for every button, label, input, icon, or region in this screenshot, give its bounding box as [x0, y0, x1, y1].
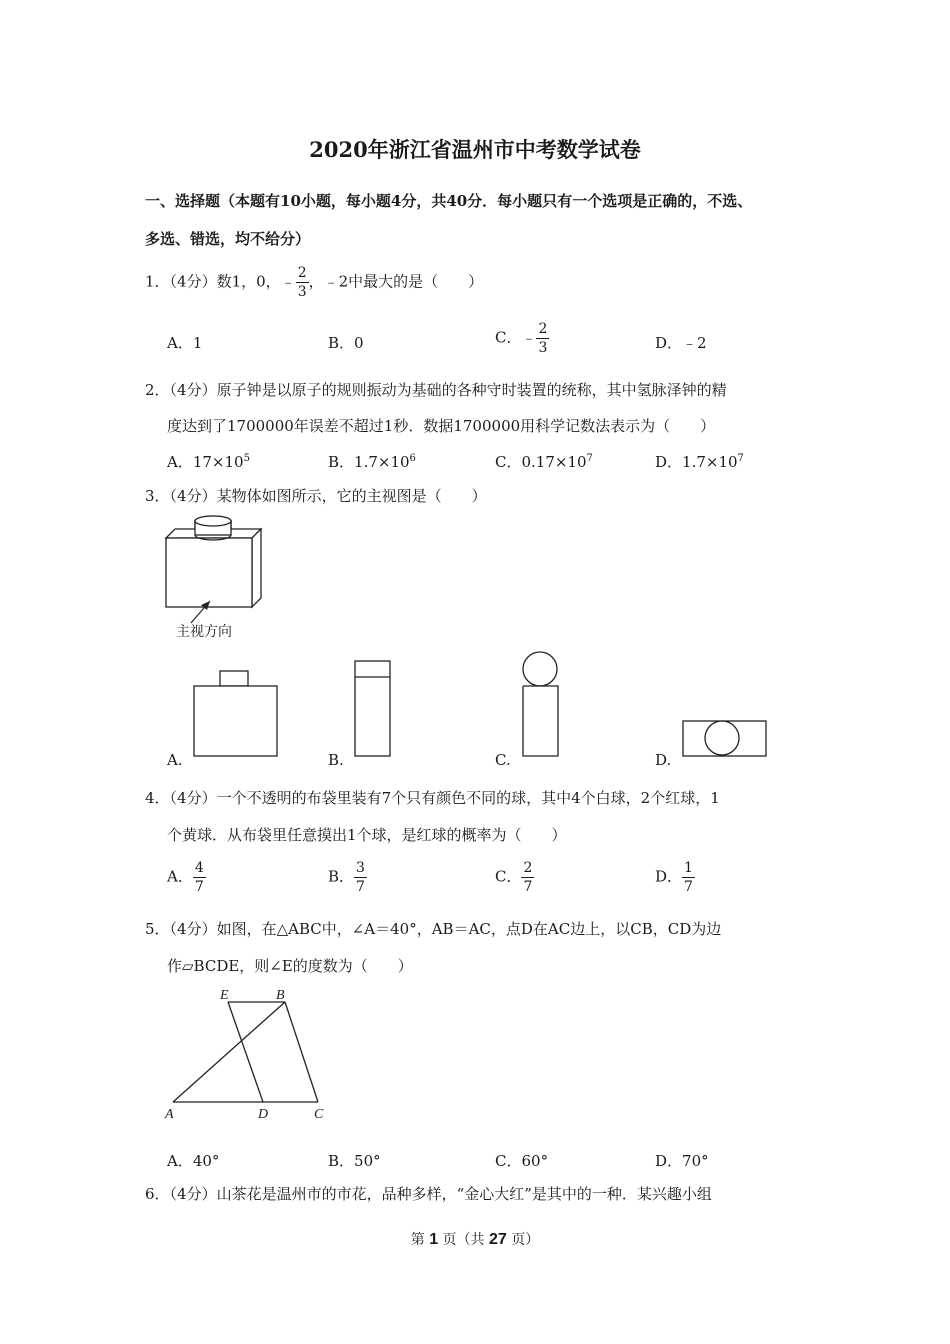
- page-footer: 第 1 页（共 27 页）: [410, 1231, 540, 1248]
- section-header-line1: 一、选择题（本题有10小题，每小题4分，共40分．每小题只有一个选项是正确的，不选、: [145, 192, 753, 210]
- q4-option-a[interactable]: A． $\frac{4}{7}$: [167, 860, 204, 895]
- q3-object-figure: [163, 515, 273, 615]
- page-title: 2020年浙江省温州市中考数学试卷: [309, 137, 641, 162]
- q5-point-a-label: A: [165, 1107, 174, 1122]
- q5-geometry-figure: [160, 985, 340, 1125]
- q5-option-b[interactable]: B．50°: [328, 1152, 381, 1170]
- q1-option-a[interactable]: A．1: [167, 334, 203, 352]
- q5-point-c-label: C: [314, 1107, 324, 1122]
- question-5-line2: 作▱BCDE，则∠E的度数为（ ）: [167, 957, 413, 975]
- question-4-line2: 个黄球．从布袋里任意摸出1个球，是红球的概率为（ ）: [167, 826, 567, 844]
- q5-option-d[interactable]: D．70°: [655, 1152, 709, 1170]
- q2-option-c[interactable]: C．$0.17\times 10^7$: [495, 453, 593, 471]
- q1-option-c-fraction: $\frac{2}{3}$: [538, 321, 548, 356]
- q2-option-a[interactable]: A．$17\times 10^5$: [167, 453, 250, 471]
- q3-option-a[interactable]: A.: [167, 751, 183, 769]
- q3-option-d-figure: [682, 720, 768, 758]
- q3-option-c[interactable]: C.: [495, 751, 511, 769]
- q1-option-d[interactable]: D．﹣2: [655, 334, 707, 352]
- page-total: 27: [489, 1231, 507, 1248]
- q3-option-b-figure: [354, 660, 392, 758]
- q2-option-d[interactable]: D．$1.7\times 10^7$: [655, 453, 744, 471]
- q3-view-direction-label: 主视方向: [176, 623, 232, 639]
- q1-option-b[interactable]: B．0: [328, 334, 364, 352]
- question-4-line1: 4．（4分）一个不透明的布袋里装有7个只有颜色不同的球，其中4个白球，2个红球，1: [145, 789, 720, 807]
- q4-option-c[interactable]: C． $\frac{2}{7}$: [495, 860, 533, 895]
- q5-point-d-label: D: [258, 1107, 269, 1122]
- q4-option-b[interactable]: B． $\frac{3}{7}$: [328, 860, 365, 895]
- q5-option-c[interactable]: C．60°: [495, 1152, 549, 1170]
- q3-option-d[interactable]: D.: [655, 751, 672, 769]
- q3-option-c-figure: [520, 650, 562, 758]
- question-2-line2: 度达到了1700000年误差不超过1秒．数据1700000用科学记数法表示为（ ）: [167, 417, 716, 435]
- question-1: [145, 266, 483, 299]
- section-header-line2: 多选、错选，均不给分）: [145, 230, 311, 248]
- q1-option-c[interactable]: C．﹣ $\frac{2}{3}$: [495, 321, 548, 356]
- question-1-suffix: ，﹣2中最大的是（ ）: [308, 272, 484, 291]
- q5-point-e-label: E: [220, 988, 229, 1003]
- page-number: 1: [429, 1231, 439, 1248]
- question-2-line1: 2．（4分）原子钟是以原子的规则振动为基础的各种守时装置的统称，其中氢脉泽钟的精: [145, 381, 727, 399]
- question-5-line1: 5．（4分）如图，在△ABC中，∠A＝40°，AB＝AC，点D在AC边上，以CB，CD为边: [145, 920, 722, 938]
- question-1-prefix: 1．（4分）数1，0，﹣: [145, 272, 296, 291]
- question-1-fraction: $\frac{2}{3}$: [297, 265, 307, 300]
- q3-option-a-figure: [193, 670, 279, 758]
- q5-point-b-label: B: [276, 988, 285, 1003]
- question-3: 3．（4分）某物体如图所示，它的主视图是（ ）: [145, 487, 487, 505]
- q2-option-b[interactable]: B．$1.7\times 10^6$: [328, 453, 416, 471]
- question-6-line1: 6．（4分）山茶花是温州市的市花，品种多样，“金心大红”是其中的一种．某兴趣小组: [145, 1185, 712, 1203]
- q4-option-d[interactable]: D． $\frac{1}{7}$: [655, 860, 693, 895]
- q3-option-b[interactable]: B.: [328, 751, 344, 769]
- q5-option-a[interactable]: A．40°: [167, 1152, 220, 1170]
